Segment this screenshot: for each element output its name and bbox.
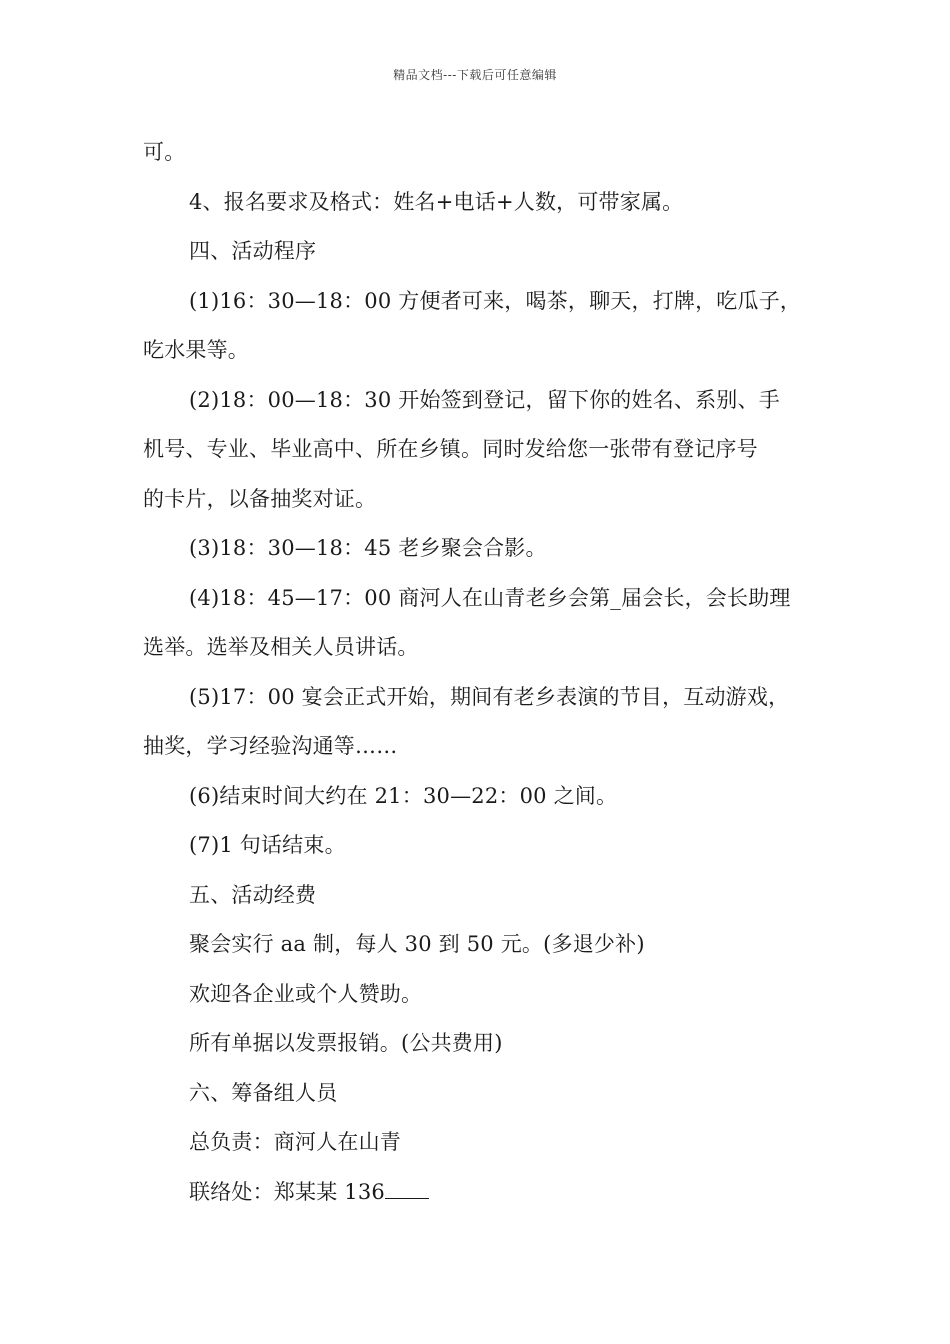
text-line: 抽奖，学习经验沟通等……	[143, 734, 398, 758]
text-line: 总负责：商河人在山青	[189, 1130, 401, 1154]
fill-in-blank	[385, 1182, 429, 1199]
text-line: 欢迎各企业或个人赞助。	[189, 981, 423, 1006]
text-line: (4)18：45—17：00 商河人在山青老乡会第_届会长，会长助理	[189, 585, 791, 610]
document-body	[143, 128, 833, 1217]
text-line: 可。	[143, 140, 186, 164]
text-line: 吃水果等。	[143, 338, 249, 362]
section-heading: 六、筹备组人员	[189, 1080, 338, 1105]
text-line: 机号、专业、毕业高中、所在乡镇。同时发给您一张带有登记序号	[143, 437, 758, 461]
text-line: 所有单据以发票报销。(公共费用)	[189, 1031, 503, 1055]
contact-line: 联络处：郑某某 136	[143, 1168, 833, 1218]
text-line: (6)结束时间大约在 21：30—22：00 之间。	[189, 783, 618, 808]
section-heading: 四、活动程序	[189, 239, 317, 263]
text-line: (1)16：30—18：00 方便者可来，喝茶，聊天，打牌，吃瓜子，	[189, 288, 802, 313]
text-line: 聚会实行 aa 制，每人 30 到 50 元。(多退少补)	[189, 932, 645, 956]
text-line: (3)18：30—18：45 老乡聚会合影。	[189, 536, 547, 560]
section-heading: 五、活动经费	[189, 882, 317, 907]
text-line: 4、报名要求及格式：姓名+电话+人数，可带家属。	[189, 189, 684, 214]
text-line: (7)1 句话结束。	[189, 833, 346, 857]
text-line: (5)17：00 宴会正式开始，期间有老乡表演的节目，互动游戏，	[189, 684, 790, 709]
text-line: 的卡片，以备抽奖对证。	[143, 486, 377, 511]
page-header: 精品文档---下载后可任意编辑	[393, 68, 557, 82]
text-line: (2)18：00—18：30 开始签到登记，留下你的姓名、系别、手	[189, 387, 780, 412]
text-line: 选举。选举及相关人员讲话。	[143, 635, 419, 659]
